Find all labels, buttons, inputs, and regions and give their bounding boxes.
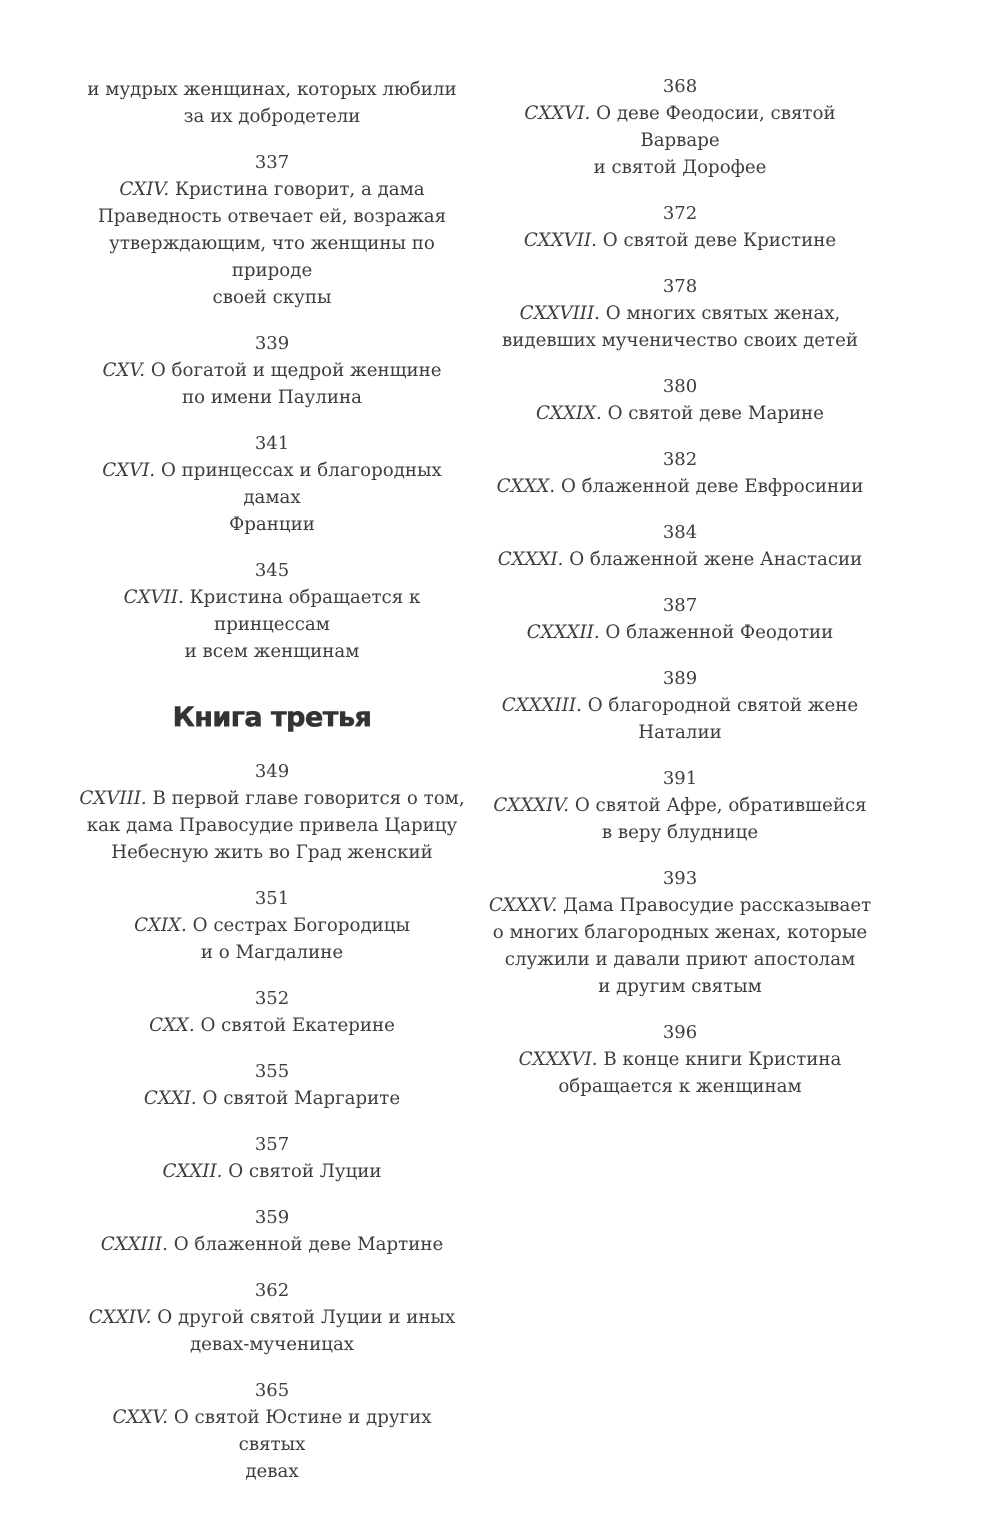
entry-line: в веру блуднице [601, 822, 759, 843]
entry-line [77, 584, 467, 638]
chapter-numeral: CXXXII. [526, 622, 600, 643]
toc-entry [77, 888, 467, 966]
page-number: 380 [662, 376, 698, 397]
toc-entry [485, 76, 875, 181]
chapter-numeral: CXXXI. [497, 549, 564, 570]
entry-line [485, 546, 875, 573]
entry-text: О святой деве Кристине [602, 230, 837, 251]
page-number: 372 [662, 203, 698, 224]
entry-text: В конце книги Кристина [603, 1049, 842, 1070]
entry-line [77, 176, 467, 203]
entry-line [485, 692, 875, 719]
entry-line: служили и давали приют апостолам [504, 949, 856, 970]
entry-line: и святой Дорофее [593, 157, 767, 178]
book-three-heading: Книга третья [172, 702, 372, 733]
entry-line: девах-мученицах [189, 1334, 355, 1355]
page-number: 365 [254, 1380, 290, 1401]
entry-text: Дама Правосудие рассказывает [563, 895, 872, 916]
entry-line [485, 300, 875, 327]
toc-entry [485, 449, 875, 500]
toc-entry [485, 768, 875, 846]
toc-entry [485, 668, 875, 746]
chapter-numeral: CXIX. [134, 915, 187, 936]
page-number: 393 [662, 868, 698, 889]
entry-text: О другой святой Луции и иных [157, 1307, 456, 1328]
page-number: 337 [254, 152, 290, 173]
toc-entry [485, 595, 875, 646]
chapter-numeral: CXXVI. [524, 103, 591, 124]
toc-entry [77, 1380, 467, 1485]
toc-entry [485, 376, 875, 427]
page-number: 384 [662, 522, 698, 543]
page-number: 389 [662, 668, 698, 689]
page-number: 362 [254, 1280, 290, 1301]
chapter-numeral: CXIV. [119, 179, 170, 200]
chapter-numeral: CXXIX. [536, 403, 602, 424]
entry-line [77, 1012, 467, 1039]
entry-line [77, 912, 467, 939]
chapter-numeral: CXXVII. [523, 230, 597, 251]
entry-line: о многих благородных женах, которые [492, 922, 868, 943]
entry-line [485, 400, 875, 427]
entry-line: как дама Правосудие привела Царицу [86, 815, 458, 836]
entry-line [485, 100, 875, 154]
entry-line [77, 1304, 467, 1331]
chapter-numeral: CXXXVI. [518, 1049, 598, 1070]
chapter-numeral: CXXXV. [488, 895, 558, 916]
entry-text: О деве Феодосии, святой Варваре [596, 103, 836, 151]
chapter-numeral: CXXII. [162, 1161, 223, 1182]
entry-text: В первой главе говорится о том, [152, 788, 465, 809]
entry-text: О святой Юстине и других святых [173, 1407, 432, 1455]
toc-entry [77, 1061, 467, 1112]
entry-text: О святой Луции [228, 1161, 382, 1182]
chapter-numeral: CXVII. [123, 587, 184, 608]
entry-text: О святой Маргарите [202, 1088, 401, 1109]
entry-line: по имени Паулина [182, 387, 362, 408]
entry-line: Франции [229, 514, 315, 535]
entry-line [485, 792, 875, 819]
page-number: 387 [662, 595, 698, 616]
left-entries-after [77, 761, 467, 1485]
entry-line: Праведность отвечает ей, возражая [97, 206, 447, 227]
right-entries [485, 76, 875, 1100]
toc-entry [485, 203, 875, 254]
entry-line: Небесную жить во Град женский [111, 842, 433, 863]
entry-text: О сестрах Богородицы [192, 915, 410, 936]
entry-text: О блаженной деве Мартине [173, 1234, 444, 1255]
entry-line: своей скупы [212, 287, 332, 308]
page-number: 355 [254, 1061, 290, 1082]
entry-line [77, 1085, 467, 1112]
toc-entry [77, 761, 467, 866]
entry-line: обращается к женщинам [558, 1076, 802, 1097]
entry-line [485, 892, 875, 919]
chapter-numeral: CXVIII. [79, 788, 147, 809]
chapter-numeral: CXXX. [496, 476, 556, 497]
entry-text: О благородной святой жене [587, 695, 859, 716]
entry-line: и другим святым [598, 976, 762, 997]
chapter-numeral: CXXIII. [100, 1234, 168, 1255]
toc-entry [485, 1022, 875, 1100]
continued-entry [77, 76, 467, 130]
entry-line: девах [245, 1461, 299, 1482]
entry-text: О блаженной деве Евфросинии [560, 476, 864, 497]
page-number: 396 [662, 1022, 698, 1043]
entry-text: О блаженной Феодотии [605, 622, 834, 643]
chapter-numeral: CXX. [149, 1015, 195, 1036]
entry-line [77, 1404, 467, 1458]
toc-entry [77, 1134, 467, 1185]
left-column [77, 76, 467, 1507]
page-number: 345 [254, 560, 290, 581]
chapter-numeral: CXXI. [143, 1088, 197, 1109]
entry-text: О принцессах и благородных дамах [160, 460, 442, 508]
right-column [485, 76, 875, 1122]
toc-entry [77, 1280, 467, 1358]
page-number: 352 [254, 988, 290, 1009]
entry-text: Кристина обращается к принцессам [189, 587, 421, 635]
entry-line [485, 227, 875, 254]
entry-text: Кристина говорит, а дама [174, 179, 425, 200]
chapter-numeral: CXXV. [112, 1407, 169, 1428]
entry-text: О святой Афре, обратившейся [574, 795, 867, 816]
page-number: 382 [662, 449, 698, 470]
toc-entry [485, 522, 875, 573]
page-number: 391 [662, 768, 698, 789]
entry-text: О богатой и щедрой женщине [150, 360, 442, 381]
entry-line [77, 1158, 467, 1185]
entry-line [77, 457, 467, 511]
entry-line [485, 473, 875, 500]
toc-entry [77, 333, 467, 411]
page-number: 359 [254, 1207, 290, 1228]
entry-line: и о Магдалине [200, 942, 344, 963]
left-entries-before [77, 152, 467, 665]
entry-line [77, 1231, 467, 1258]
continued-line: и мудрых женщинах, которых любили [87, 79, 457, 100]
chapter-numeral: CXXIV. [88, 1307, 152, 1328]
page-number: 349 [254, 761, 290, 782]
toc-entry [485, 276, 875, 354]
entry-text: О святой Екатерине [200, 1015, 395, 1036]
toc-entry [77, 988, 467, 1039]
entry-line [485, 619, 875, 646]
page-number: 368 [662, 76, 698, 97]
entry-text: О святой деве Марине [607, 403, 824, 424]
toc-entry [77, 1207, 467, 1258]
toc-entry [485, 868, 875, 1000]
page-number: 357 [254, 1134, 290, 1155]
chapter-numeral: CXXXIV. [493, 795, 570, 816]
entry-line: утверждающим, что женщины по природе [109, 233, 435, 281]
entry-line: Наталии [638, 722, 722, 743]
chapter-numeral: CXXVIII. [519, 303, 600, 324]
continued-line: за их добродетели [183, 106, 361, 127]
entry-line [77, 785, 467, 812]
entry-line [485, 1046, 875, 1073]
entry-line: и всем женщинам [184, 641, 360, 662]
chapter-numeral: CXV. [102, 360, 146, 381]
page-number: 378 [662, 276, 698, 297]
page-number: 351 [254, 888, 290, 909]
toc-entry [77, 433, 467, 538]
chapter-numeral: CXXXIII. [501, 695, 582, 716]
page-number: 341 [254, 433, 290, 454]
entry-text: О многих святых женах, [605, 303, 841, 324]
entry-line [77, 357, 467, 384]
toc-entry [77, 560, 467, 665]
page-number: 339 [254, 333, 290, 354]
entry-text: О блаженной жене Анастасии [569, 549, 863, 570]
entry-line: видевших мученичество своих детей [502, 330, 858, 351]
toc-entry [77, 152, 467, 311]
chapter-numeral: CXVI. [102, 460, 156, 481]
